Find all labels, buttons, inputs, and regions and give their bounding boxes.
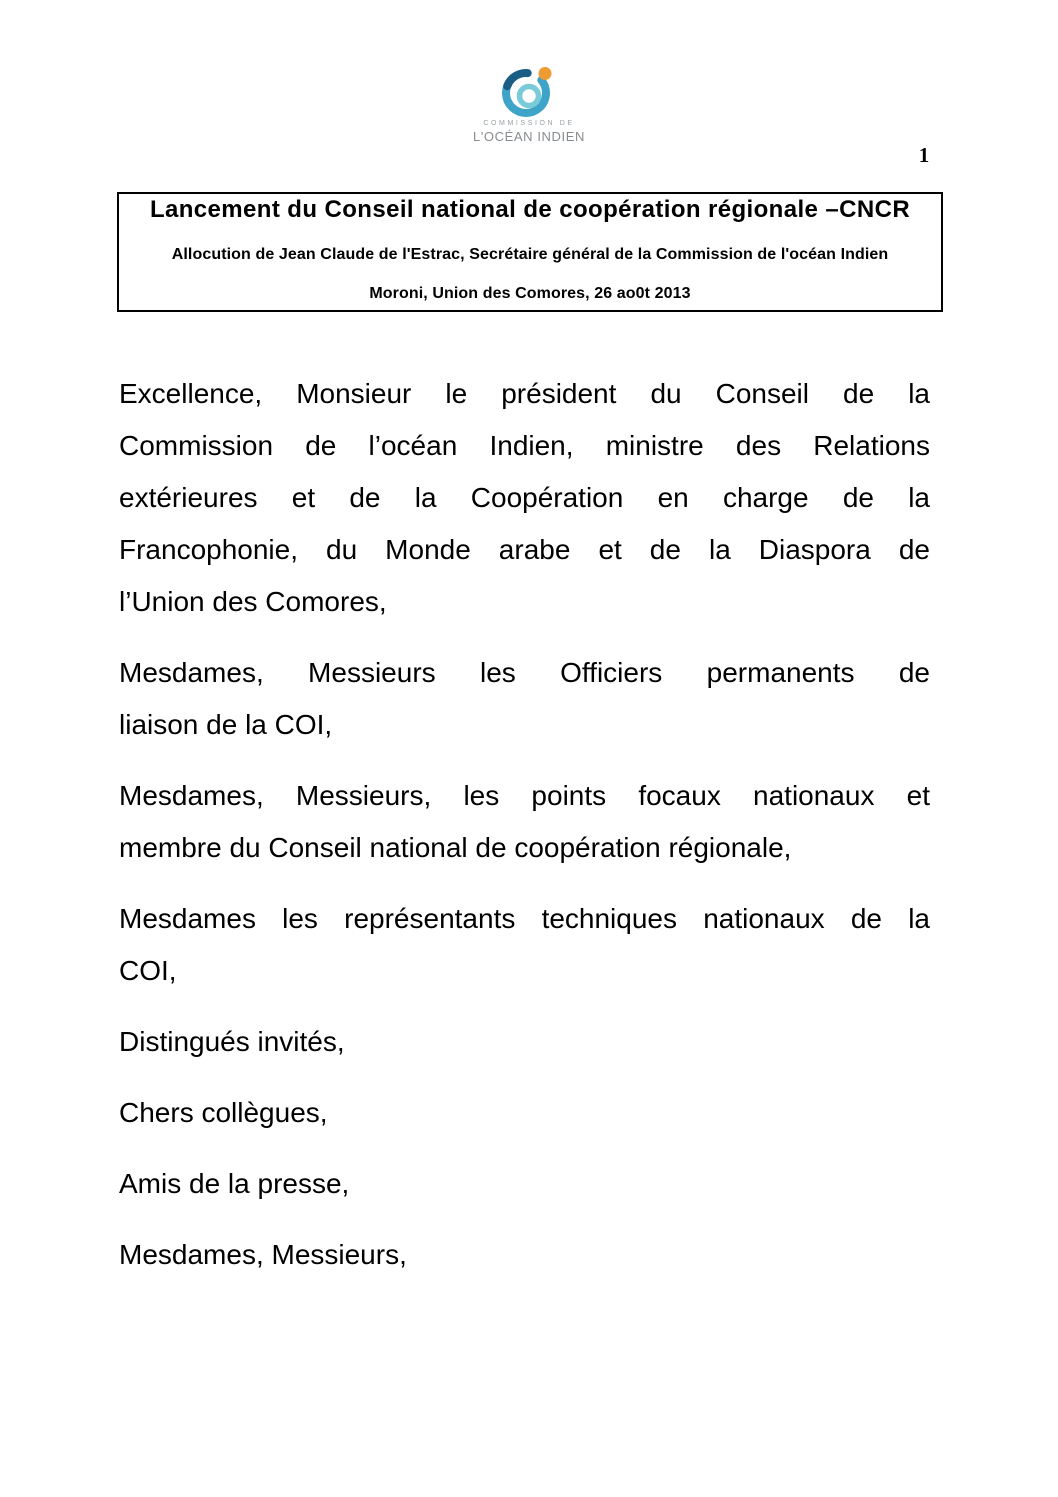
body-line: Francophonie, du Monde arabe et de la Diaspora de [119,534,930,565]
body-line: Distingués invités, [119,1026,345,1057]
body-line: Chers collègues, [119,1097,328,1128]
body-line: Commission de l’océan Indien, ministre des Relations [119,430,930,461]
document-title: Lancement du Conseil national de coopération régionale –CNCR [149,196,911,223]
logo-caption-small: COMMISSION DE [483,120,575,127]
paragraph-salutation-5 [119,1016,930,1068]
body-line: liaison de la COI, [119,709,333,740]
swirl-inner-ring [520,87,539,106]
body-line: COI, [119,955,177,986]
body-line: Mesdames, Messieurs, les points focaux nationaux et [119,780,930,811]
body-line: extérieures et de la Coopération en charge de la [119,482,930,513]
body-line: Amis de la presse, [119,1168,350,1199]
logo-caption-large: L'OCÉAN INDIEN [472,129,585,144]
body-line: l’Union des Comores, [119,586,387,617]
paragraph-salutation-8 [119,1229,930,1281]
paragraph-salutation-1 [119,368,930,628]
paragraph-salutation-7 [119,1158,930,1210]
body-line: Mesdames, Messieurs, [119,1239,407,1270]
title-box [117,192,943,312]
body-line: membre du Conseil national de coopération régionale, [119,832,792,863]
swirl-dark-arc [507,73,528,86]
coi-swirl-icon [500,60,558,120]
body-line: Mesdames, Messieurs les Officiers permanents de [119,657,930,688]
paragraph-salutation-2 [119,647,930,751]
coi-logo [0,60,1058,144]
body-line: Excellence, Monsieur le président du Conseil de la [119,378,930,409]
paragraph-salutation-3 [119,770,930,874]
page-number: 1 [918,143,930,167]
paragraph-salutation-6 [119,1087,930,1139]
document-subtitle: Allocution de Jean Claude de l'Estrac, Secrétaire général de la Commission de l'océan Indien [171,246,889,263]
body-line: Mesdames les représentants techniques nationaux de la [119,903,930,934]
document-body [119,368,930,1300]
paragraph-salutation-4 [119,893,930,997]
swirl-orange-dot [539,67,552,80]
document-date-line: Moroni, Union des Comores, 26 ao0t 2013 [369,285,691,302]
